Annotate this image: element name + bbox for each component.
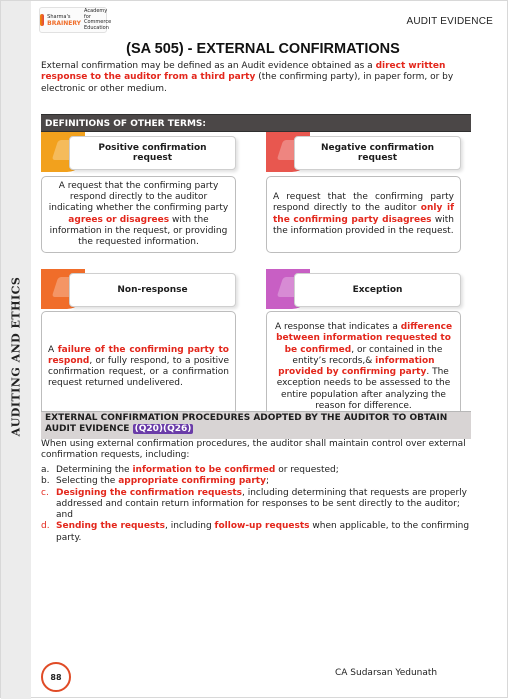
card-title: Non-response — [69, 273, 236, 307]
logo-line1: Sharma's — [47, 13, 71, 20]
logo-text — [47, 14, 81, 27]
list-item — [41, 521, 472, 544]
list-text — [56, 521, 472, 544]
list-text-part: ; — [265, 476, 269, 487]
list-highlight: information to be confirmed — [132, 465, 276, 475]
intro-highlight: direct written response to the auditor from a third party — [41, 61, 446, 83]
list-item — [41, 476, 472, 487]
list-text — [56, 476, 472, 487]
card-text: , or fully respond, to a positive confirmation request, or a confirmation request returned undelivered. — [48, 355, 229, 389]
card-title: Positive confirmation request — [69, 136, 236, 170]
list-text-part: Selecting the — [56, 476, 119, 487]
card-highlight: difference between information requested to be confirmed — [276, 322, 453, 355]
list-highlight: Sending the requests — [56, 521, 165, 532]
procedures-title-line1: EXTERNAL CONFIRMATION PROCEDURES ADOPTED BY THE AUDITOR TO OBTAIN — [45, 413, 448, 423]
card-highlight: agrees or disagrees — [68, 214, 170, 225]
list-item — [41, 488, 472, 522]
intro-paragraph — [41, 61, 472, 95]
card-text: A request that the confirming party respond directly to the auditor indicating whether the confirming party — [48, 180, 229, 214]
card-body — [266, 176, 461, 253]
procedures-intro: When using external confirmation procedures, the auditor shall maintain control over external confirmation requests, including: — [41, 439, 466, 461]
list-marker: d. — [41, 521, 50, 532]
question-badge: (Q20)(Q26) — [134, 424, 192, 435]
list-text-part: , including — [164, 521, 215, 532]
card-text: , or contained in the entity’s records,& — [292, 344, 443, 366]
procedures-banner — [41, 411, 471, 439]
card-text: with the information provided in the request. — [273, 214, 454, 236]
card-text: . The exception needs to be assessed to the entire population after analyzing the reason for difference. — [276, 367, 451, 411]
author-name: CA Sudarsan Yedunath — [335, 668, 438, 678]
list-text — [56, 488, 472, 522]
card-highlight: failure of the confirming party to respond — [48, 344, 229, 366]
list-marker: a. — [41, 465, 50, 475]
list-text-part: , including determining that requests are properly addressed and contain return information for responses to be sent directly to the auditor; and — [56, 487, 467, 520]
side-label — [6, 271, 26, 441]
list-text-part: or requested; — [275, 465, 339, 475]
section-header: AUDIT EVIDENCE — [406, 16, 493, 27]
logo-mark-icon — [40, 14, 44, 26]
list-highlight: appropriate confirming party — [118, 476, 266, 487]
procedures-list — [41, 465, 472, 544]
card-highlight: only if the confirming party disagrees — [273, 203, 454, 225]
card-text: A response that indicates a — [274, 322, 401, 332]
list-highlight: follow-up requests — [214, 521, 310, 532]
intro-text-2: (the confirming party), in paper form, or by electronic or other medium. — [41, 72, 454, 94]
logo-line2: BRAINERY — [47, 19, 81, 27]
card-body — [41, 311, 236, 423]
definitions-banner: DEFINITIONS OF OTHER TERMS: — [41, 114, 471, 132]
card-non-response — [41, 269, 238, 391]
logo — [39, 7, 112, 33]
card-title: Exception — [294, 273, 461, 307]
card-text: with the information in the request, or providing the requested information. — [49, 214, 228, 247]
card-highlight: information provided by confirming party — [278, 355, 435, 377]
card-positive-confirmation — [41, 132, 238, 254]
card-body — [266, 311, 461, 423]
list-text-part: when applicable, to the confirming party. — [56, 521, 470, 543]
page-number: 88 — [41, 662, 71, 692]
card-text: A request that the confirming party respond directly to the auditor — [273, 192, 454, 214]
card-text: A — [48, 344, 58, 355]
page-title: (SA 505) - EXTERNAL CONFIRMATIONS — [126, 41, 400, 57]
list-marker: c. — [41, 487, 49, 498]
logo-line3: Academy for Commerce Education — [84, 8, 112, 31]
intro-text-1: External confirmation may be defined as an Audit evidence obtained as a — [41, 61, 376, 71]
list-text — [56, 465, 472, 476]
side-label-text: AUDITING AND ETHICS — [9, 276, 23, 436]
list-highlight: Designing the confirmation requests — [56, 487, 242, 498]
card-exception — [266, 269, 463, 411]
card-title: Negative confirmation request — [294, 136, 461, 170]
list-item — [41, 465, 472, 476]
list-marker: b. — [41, 476, 50, 487]
card-negative-confirmation — [266, 132, 463, 254]
procedures-title-line2: AUDIT EVIDENCE — [45, 424, 130, 435]
list-text-part: Determining the — [56, 465, 133, 475]
card-body — [41, 176, 236, 253]
